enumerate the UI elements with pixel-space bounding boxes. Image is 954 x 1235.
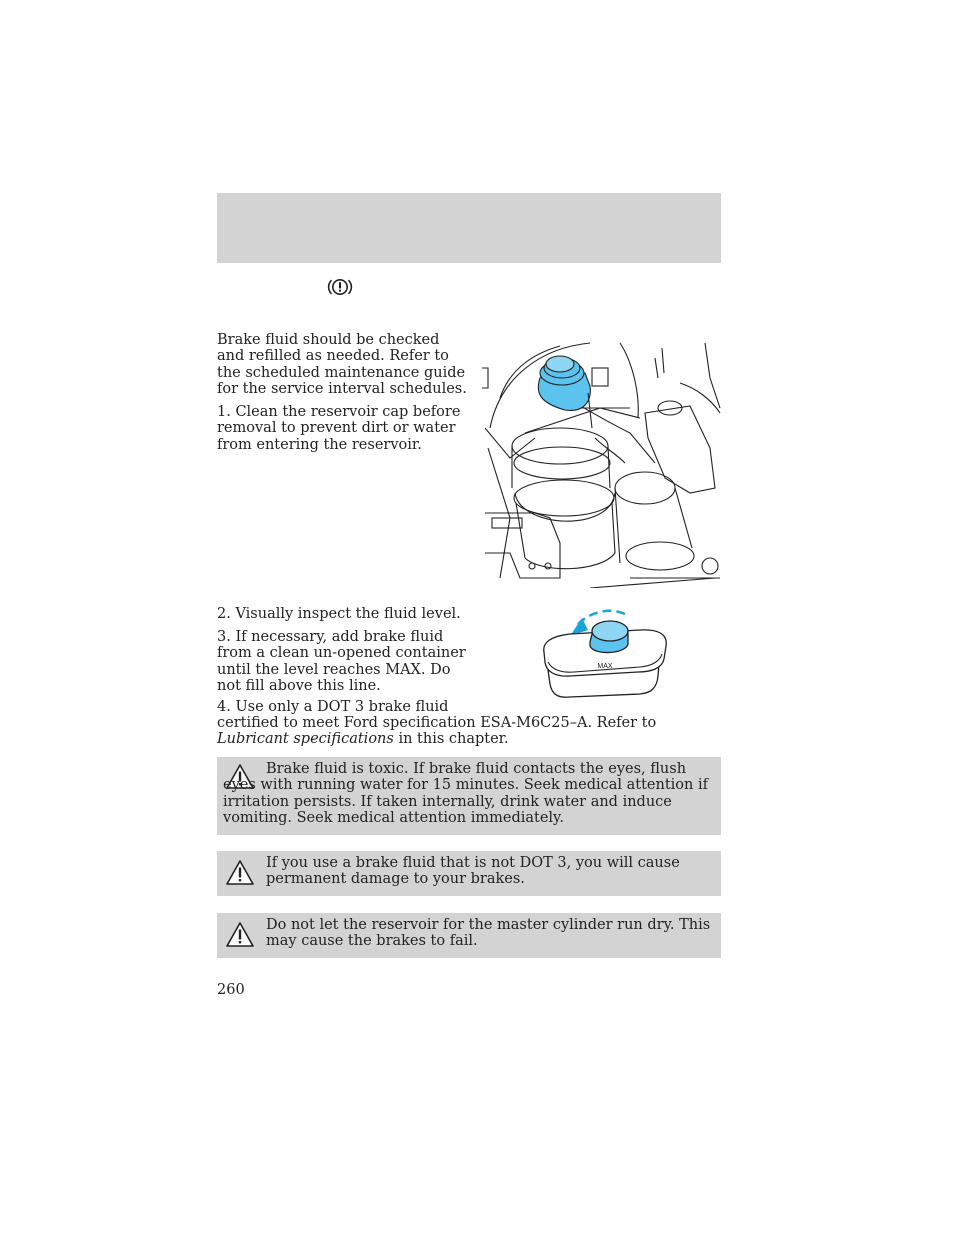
step-4-text-end: in this chapter. (393, 731, 509, 748)
warning-box-toxic (217, 757, 721, 835)
step-4-text: certified to meet Ford specification ESA-M6C25–A. Refer to (217, 715, 657, 731)
page-number: 260 (217, 982, 245, 998)
warning-box-run-dry (217, 913, 721, 958)
step-3-paragraph: 3. If necessary, add brake fluid from a clean un-opened container until the level reaches MAX. Do not fill above this line. (217, 629, 466, 695)
intro-paragraph: Brake fluid should be checked and refilled as needed. Refer to the scheduled maintenance guide for the service interval schedules. (217, 332, 467, 398)
step-4-paragraph-line1: 4. Use only a DOT 3 brake fluid (217, 699, 449, 715)
chapter-header-band (217, 193, 721, 263)
warning-text: Do not let the reservoir for the master cylinder run dry. This may cause the brakes to fail. (266, 917, 711, 950)
warning-triangle-icon (225, 921, 255, 948)
step-1-paragraph: 1. Clean the reservoir cap before removal to prevent dirt or water from entering the reservoir. (217, 404, 461, 453)
step-2-paragraph: 2. Visually inspect the fluid level. (217, 606, 461, 622)
reservoir-cap-illustration (540, 604, 670, 700)
step-4-paragraph-rest (217, 715, 717, 748)
brake-warning-icon (326, 277, 354, 297)
warning-triangle-icon (225, 859, 255, 886)
lubricant-specifications-link: Lubricant specifications (217, 731, 394, 748)
warning-text: If you use a brake fluid that is not DOT 3, you will cause permanent damage to your brakes. (266, 855, 680, 888)
warning-text: Brake fluid is toxic. If brake fluid contacts the eyes, flush eyes with running water for 15 minutes. Seek medical attention if irritation persists. If taken internally, drink water and induce vomiting. Seek medical attention immediately. (223, 761, 708, 827)
engine-compartment-illustration (480, 338, 725, 588)
max-label: MAX (597, 663, 613, 670)
warning-box-dot3 (217, 851, 721, 896)
